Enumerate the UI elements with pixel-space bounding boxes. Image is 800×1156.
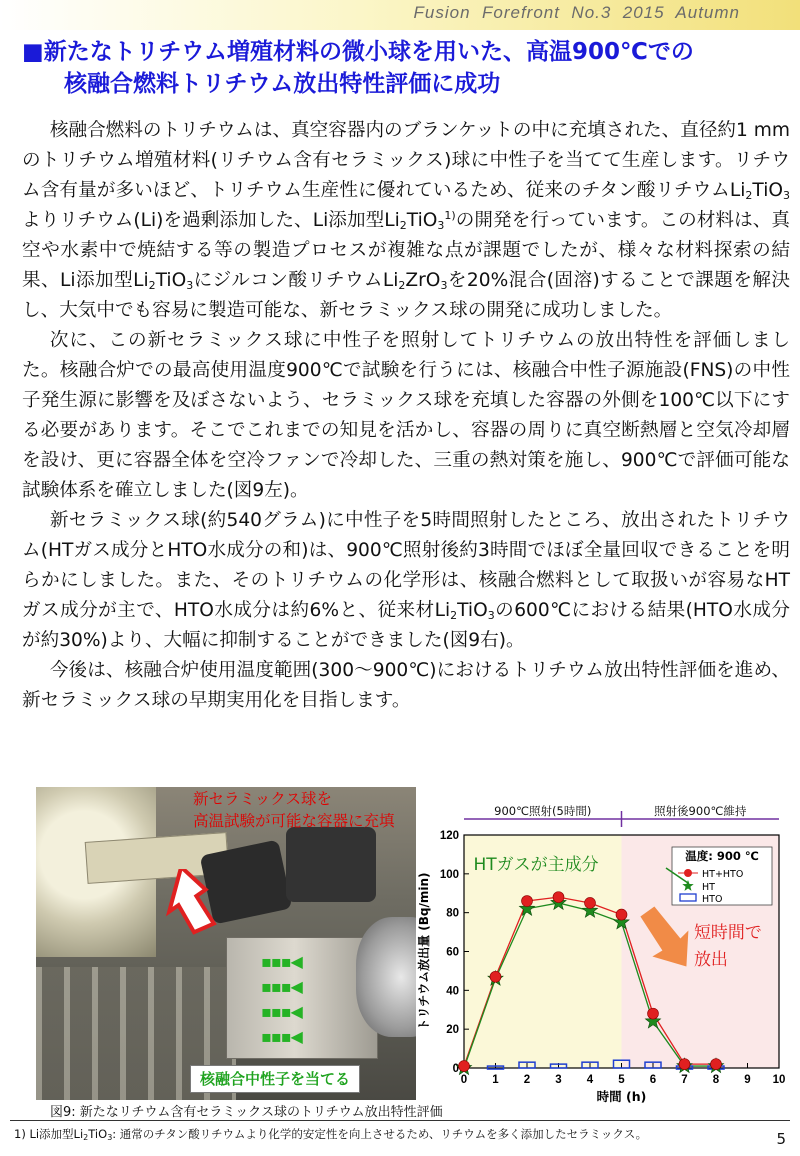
issue-header: Fusion Forefront No.3 2015 Autumn [413,3,740,22]
page-number: 5 [776,1130,786,1148]
title-line-1: ■新たなトリチウム増殖材料の微小球を用いた、高温900℃での [22,39,694,65]
annotation-short-1: 短時間で [693,922,762,943]
x-tick-label: 5 [618,1074,625,1086]
x-tick-label: 10 [772,1074,786,1086]
x-tick-label: 0 [460,1074,468,1086]
ht-hto-point [522,896,533,907]
annotation-main: HTガスが主成分 [473,854,599,875]
phase1-label: 900℃照射(5時間) [494,804,592,818]
ht-hto-point [711,1059,722,1070]
x-tick-label: 4 [586,1074,594,1086]
y-axis-label: トリチウム放出量 (Bq/min) [417,872,431,1031]
y-tick-label: 60 [446,946,459,959]
tritium-release-chart [414,795,792,1113]
paragraph-1: 核融合燃料のトリチウムは、真空容器内のブランケットの中に充填された、直径約1 mmのトリチウム増殖材料(リチウム含有セラミックス)球に中性子を当てて生産します。リチウム含有量が多いほど、トリチウム生産性に優れているため、従来のチタン酸リチウム$Li_2TiO_3$よりリチウム(Li)を過剰添加した、Li添加型$Li_2TiO_3^{1)}$の開発を行っています。この材料は、真空や水素中で焼結する等の製造プロセスが複雑な点が課題でしたが、様々な材料探索の結果、Li添加型$Li_2TiO_3$にジルコン酸リチウム$Li_2ZrO_3$を20%混合(固溶)することで課題を解決し、大気中でも容易に製造可能な、新セラミックス球の開発に成功しました。 [22,120,790,321]
y-tick-label: 100 [439,868,459,881]
ht-hto-point [553,892,564,903]
green-arrow-icon: ▪▪▪◀ [261,1027,302,1046]
footnote-divider [10,1120,790,1121]
y-tick-label: 0 [452,1063,459,1075]
experiment-photo [36,787,416,1100]
y-tick-label: 120 [439,830,459,842]
figure-caption: 図9: 新たなリチウム含有セラミックス球のトリチウム放出特性評価 [50,1105,443,1120]
neutron-arrows [261,952,341,1052]
x-tick-label: 6 [649,1074,657,1086]
article-title [22,36,792,100]
green-arrow-icon: ▪▪▪◀ [261,1002,302,1021]
neutron-label: 核融合中性子を当てる [190,1065,360,1093]
x-tick-label: 9 [744,1074,751,1086]
green-arrow-icon: ▪▪▪◀ [261,977,302,996]
cooling-fan-image-2 [286,827,376,902]
neutron-source-image [356,917,416,1037]
y-tick-label: 80 [446,907,459,920]
x-tick-label: 1 [492,1074,499,1086]
paragraph-4: 今後は、核融合炉使用温度範囲(300〜900℃)におけるトリチウム放出特性評価を進め、新セラミックス球の早期実用化を目指します。 [22,660,790,711]
ht-hto-point [585,897,596,908]
footnote: 1) Li添加型$Li_2TiO_3$: 通常のチタン酸リチウムより化学的安定性を向上させるため、リチウムを多く添加したセラミックス。 [14,1127,648,1142]
legend-label-ht: HT [702,882,715,893]
green-arrow-icon: ▪▪▪◀ [261,952,302,971]
title-line-2: 核融合燃料トリチウム放出特性評価に成功 [64,71,501,97]
annotation-short-2: 放出 [693,950,728,971]
x-tick-label: 7 [681,1074,688,1086]
legend-label-hto: HTO [702,894,723,905]
photo-callout: 新セラミックス球を 高温試験が可能な容器に充填 [193,790,395,830]
x-axis-label: 時間 (h) [596,1089,647,1104]
y-tick-label: 40 [446,985,459,998]
x-tick-label: 8 [712,1074,720,1086]
legend-title: 温度: 900 ℃ [685,849,759,863]
ht-hto-point [490,971,501,982]
phase2-label: 照射後900℃維持 [654,804,747,818]
paragraph-3: 新セラミックス球(約540グラム)に中性子を5時間照射したところ、放出されたトリチウム(HTガス成分とHTO水成分の和)は、900℃照射後約3時間でほぼ全量回収できることを明らかにしました。また、そのトリチウムの化学形は、核融合燃料として取扱いが容易なHTガス成分が主で、HTO水成分は約6%と、従来材$Li_2TiO_3$の600℃における結果(HTO水成分が約30%)より、大幅に抑制することができました(図9右)。 [22,510,790,651]
paragraph-2: 次に、この新セラミックス球に中性子を照射してトリチウムの放出特性を評価しました。核融合炉での最高使用温度900℃で試験を行うには、核融合中性子源施設(FNS)の中性子発生源に影響を及ぼさないよう、セラミックス球を充填した容器の外側を100℃以下にする必要があります。そこでこれまでの知見を活かし、容器の周りに真空断熱層と空気冷却層を設け、更に容器全体を空冷ファンで冷却した、三重の熱対策を施し、900℃で評価可能な試験体系を確立しました(図9左)。 [22,330,790,501]
red-arrow-icon [154,869,224,949]
x-tick-label: 3 [555,1074,562,1086]
article-body [22,116,790,716]
legend-marker-ht-hto [684,869,692,877]
y-tick-label: 20 [446,1024,459,1037]
ht-hto-point [459,1061,470,1072]
ht-hto-point [679,1059,690,1070]
x-tick-label: 2 [523,1074,531,1086]
ht-hto-point [616,909,627,920]
header-bar [0,0,800,30]
ht-hto-point [648,1008,659,1019]
legend-label-ht-hto: HT+HTO [702,869,744,880]
